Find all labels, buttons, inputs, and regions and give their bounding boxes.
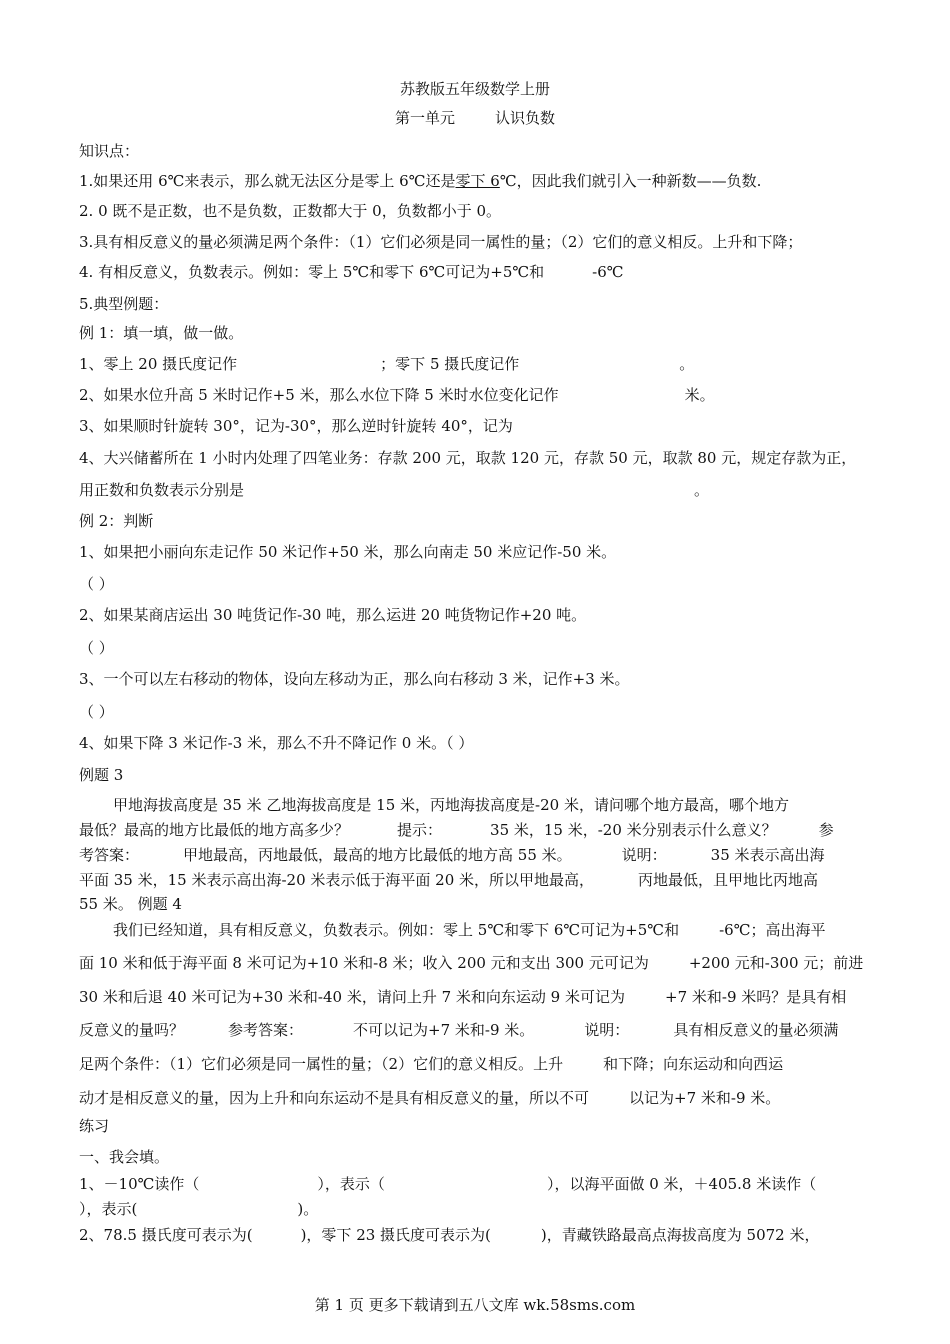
kp1-underlined: 零下 6 [455,172,500,190]
p1-q1-b: ），表示（ [317,1175,385,1193]
example-4-line-6 [79,1088,780,1108]
ex3-l3-b: 甲地最高，丙地最低，最高的地方比最低的地方高 55 米。 [183,846,572,864]
ex4-l4-a: 反意义的量吗？ [79,1021,185,1039]
example-1-title: 例 1：填一填，做一做。 [79,324,244,342]
ex1-q1-text-b: ；零下 5 摄氏度记作 [380,355,520,373]
example-2-question-3: 3、一个可以左右移动的物体，设向左移动为正，那么向右移动 3 米，记作+3 米。 [79,670,630,688]
ex4-l5-a: 足两个条件：（1）它们必须是同一属性的量；（2）它们的意义相反。上升 [79,1055,564,1073]
page-footer: 第 1 页 更多下载请到五八文库 wk.58sms.com [314,1296,636,1314]
p1-q1-c: ），以海平面做 0 米，＋405.8 米读作（ [546,1175,817,1193]
ex4-l3-a: 30 米和后退 40 米可记为+30 米和-40 米，请问上升 7 米和向东运动 9 米可记为 [79,988,625,1006]
example-3-line-1: 甲地海拔高度是 35 米 乙地海拔高度是 15 米，丙地海拔高度是-20 米，请问哪个地方最高，哪个地方 [113,796,789,814]
answer-parentheses-3: （ ） [79,703,114,721]
knowledge-point-3: 3.具有相反意义的量必须满足两个条件：（1）它们必须是同一属性的量；（2）它们的意义相反。上升和下降； [79,233,803,251]
practice-heading: 练习 [79,1117,110,1135]
example-3-line-5: 55 米。 例题 4 [79,895,182,913]
example-1-question-1 [79,354,694,374]
example-4-line-2 [79,953,863,973]
ex4-l1-b: -6℃；高出海平 [719,921,826,939]
example-3-line-3 [79,845,825,865]
answer-parentheses-1: （ ） [79,575,114,593]
ex4-l2-a: 面 10 米和低于海平面 8 米可记为+10 米和-8 米；收入 200 元和支出 300 元可记为 [79,954,649,972]
example-1-question-3: 3、如果顺时针旋转 30°，记为-30°，那么逆时针旋转 40°，记为 [79,417,513,435]
ex3-l2-b: 提示： [397,821,443,839]
p1-q2-b: )，零下 23 摄氏度可表示为( [300,1226,491,1244]
ex4-l2-b: +200 元和-300 元；前进 [688,954,864,972]
p1-q1-a: 1、－10℃读作（ [79,1175,200,1193]
ex4-l1-a: 我们已经知道，具有相反意义，负数表示。例如：零上 5℃和零下 6℃可记为+5℃和 [113,921,680,939]
ex3-l3-d: 35 米表示高出海 [710,846,825,864]
kp4-text-a: 4. 有相反意义，负数表示。例如：零上 5℃和零下 6℃可记为+5℃和 [79,263,545,281]
kp4-text-b: -6℃ [592,263,624,281]
knowledge-point-2: 2. 0 既不是正数，也不是负数，正数都大于 0，负数都小于 0。 [79,202,502,220]
unit-heading [0,108,950,128]
example-2-question-1: 1、如果把小丽向东走记作 50 米记作+50 米，那么向南走 50 米应记作-50 米。 [79,543,617,561]
example-3-line-4 [79,870,818,890]
knowledge-point-1 [79,171,761,191]
practice-question-2-line-1 [79,1225,820,1245]
document-title: 苏教版五年级数学上册 [399,80,550,98]
ex1-q1-text-c: 。 [679,355,695,373]
example-2-title: 例 2：判断 [79,512,154,530]
p1-q2-a: 2、78.5 摄氏度可表示为( [79,1226,253,1244]
example-4-line-1 [113,920,825,940]
ex1-q1-text-a: 1、零上 20 摄氏度记作 [79,355,238,373]
ex3-l2-c: 35 米，15 米，-20 米分别表示什么意义？ [490,821,777,839]
unit-name: 认识负数 [495,109,556,127]
practice-section-1-title: 一、我会填。 [79,1148,170,1166]
example-1-question-4-line-1: 4、大兴储蓄所在 1 小时内处理了四笔业务：存款 200 元，取款 120 元，存款 50 元，取款 80 元，规定存款为正， [79,449,857,467]
ex3-l3-c: 说明： [621,846,667,864]
ex3-l4-a: 平面 35 米，15 米表示高出海-20 米表示低于海平面 20 米，所以甲地最高， [79,871,595,889]
answer-parentheses-2: （ ） [79,639,114,657]
practice-question-1-line-2 [79,1199,318,1219]
example-2-question-2: 2、如果某商店运出 30 吨货记作-30 吨，那么运进 20 吨货物记作+20 吨。 [79,606,587,624]
ex4-l4-b: 参考答案： [228,1021,304,1039]
ex3-l2-d: 参 [818,821,834,839]
ex1-q4-text-b: 用正数和负数表示分别是 [79,481,245,499]
ex4-l4-c: 不可以记为+7 米和-9 米。 [353,1021,535,1039]
kp1-text-b: ℃，因此我们就引入一种新数——负数. [499,172,762,190]
p1-q2-c: )，青藏铁路最高点海拔高度为 5072 米， [540,1226,820,1244]
ex3-l2-a: 最低？最高的地方比最低的地方高多少？ [79,821,350,839]
example-3-title: 例题 3 [79,766,124,784]
ex4-l3-b: +7 米和-9 米吗？是具有相 [665,988,847,1006]
example-4-line-5 [79,1054,783,1074]
example-4-line-3 [79,987,846,1007]
ex4-l4-d: 说明： [584,1021,630,1039]
ex3-l4-b: 丙地最低，且甲地比丙地高 [638,871,819,889]
example-2-question-4: 4、如果下降 3 米记作-3 米，那么不升不降记作 0 米。（ ） [79,734,474,752]
ex4-l5-b: 和下降；向东运动和向西运 [603,1055,784,1073]
practice-question-1-line-1 [79,1174,816,1194]
unit-number: 第一单元 [394,109,455,127]
ex1-q2-text-b: 米。 [684,386,715,404]
p1-q1-e: )。 [297,1200,319,1218]
ex3-l3-a: 考答案： [79,846,140,864]
knowledge-label: 知识点： [79,142,140,160]
kp1-text-a: 1.如果还用 6℃来表示，那么就无法区分是零上 6℃还是 [79,172,456,190]
p1-q1-d: ），表示( [79,1200,138,1218]
knowledge-point-5: 5.典型例题： [79,295,169,313]
example-1-question-4-line-2 [79,480,709,500]
ex4-l6-a: 动才是相反意义的量，因为上升和向东运动不是具有相反意义的量，所以不可 [79,1089,590,1107]
example-1-question-2 [79,385,715,405]
example-4-line-4 [79,1020,838,1040]
ex4-l6-b: 以记为+7 米和-9 米。 [629,1089,781,1107]
ex4-l4-e: 具有相反意义的量必须满 [673,1021,839,1039]
ex1-q2-text-a: 2、如果水位升高 5 米时记作+5 米，那么水位下降 5 米时水位变化记作 [79,386,559,404]
knowledge-point-4 [79,262,624,282]
ex1-q4-text-c: 。 [694,481,710,499]
example-3-line-2 [79,820,834,840]
